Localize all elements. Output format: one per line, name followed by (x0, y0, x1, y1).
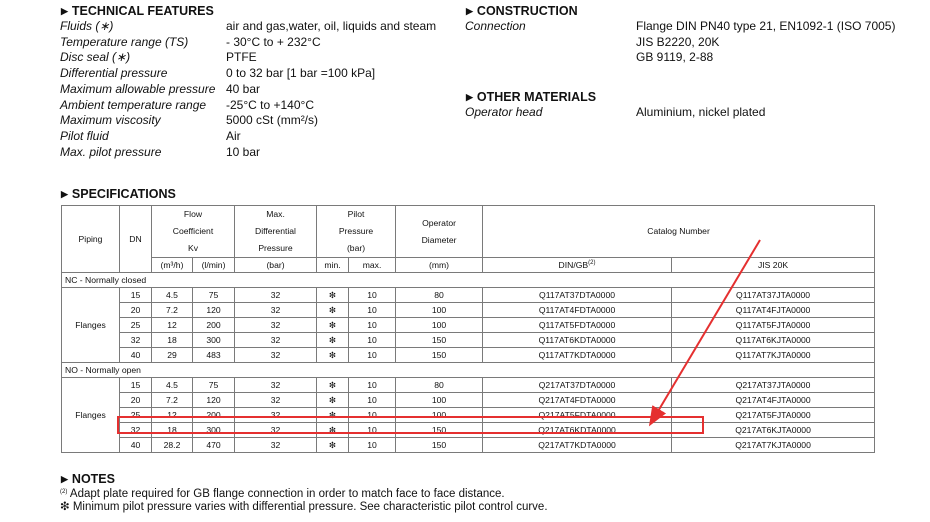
technical-feature-value: PTFE (226, 50, 257, 65)
catalog-jis-cell: Q217AT5FJTA0000 (672, 408, 875, 423)
flow-lmin-cell: 483 (193, 348, 235, 363)
technical-feature-value: -25°C to +140°C (226, 97, 314, 112)
operator-diameter-cell: 150 (396, 423, 483, 438)
catalog-jis-cell: Q117AT5FJTA0000 (672, 318, 875, 333)
flow-lmin-cell: 200 (193, 318, 235, 333)
flow-lmin-cell: 300 (193, 423, 235, 438)
asterisk-icon: ❇ (60, 501, 70, 513)
flow-m3h-cell: 18 (152, 423, 193, 438)
unit-jis: JIS 20K (672, 258, 875, 273)
construction-title: ▶ CONSTRUCTION (466, 4, 578, 18)
catalog-jis-cell: Q217AT7KJTA0000 (672, 438, 875, 453)
catalog-din-gb-cell: Q117AT4FDTA0000 (483, 303, 672, 318)
unit-bar: (bar) (235, 258, 317, 273)
technical-features-title: ▶ TECHNICAL FEATURES (61, 4, 214, 18)
pilot-min-cell: ❇ (317, 288, 349, 303)
technical-feature-value: 10 bar (226, 144, 261, 159)
operator-diameter-cell: 80 (396, 378, 483, 393)
triangle-right-icon: ▶ (61, 189, 68, 199)
dn-cell: 25 (120, 408, 152, 423)
flow-m3h-cell: 28.2 (152, 438, 193, 453)
catalog-jis-cell: Q117AT6KJTA0000 (672, 333, 875, 348)
technical-feature-value: 0 to 32 bar [1 bar =100 kPa] (226, 66, 376, 81)
flow-lmin-cell: 75 (193, 288, 235, 303)
unit-din-gb: DIN/GB$^{(2)}$ (483, 258, 672, 273)
max-diff-pressure-cell: 32 (235, 393, 317, 408)
catalog-din-gb-cell: Q217AT4FDTA0000 (483, 393, 672, 408)
operator-diameter-cell: 100 (396, 393, 483, 408)
header-operator-diameter: Operator Diameter (396, 206, 483, 258)
flow-lmin-cell: 120 (193, 393, 235, 408)
pilot-min-cell: ❇ (317, 378, 349, 393)
note-item (60, 501, 548, 514)
technical-feature-label: Ambient temperature range (60, 97, 207, 112)
flow-m3h-cell: 12 (152, 318, 193, 333)
catalog-din-gb-cell: Q217AT37DTA0000 (483, 378, 672, 393)
flow-m3h-cell: 7.2 (152, 393, 193, 408)
operator-diameter-cell: 150 (396, 348, 483, 363)
piping-cell: Flanges (62, 378, 120, 453)
piping-cell: Flanges (62, 288, 120, 363)
header-max-differential: Max. Differential Pressure (235, 206, 317, 258)
technical-feature-value: - 30°C to + 232°C (226, 34, 321, 49)
flow-lmin-cell: 300 (193, 333, 235, 348)
pilot-max-cell: 10 (349, 348, 396, 363)
catalog-jis-cell: Q217AT4FJTA0000 (672, 393, 875, 408)
max-diff-pressure-cell: 32 (235, 288, 317, 303)
unit-min: min. (317, 258, 349, 273)
pilot-min-cell: ❇ (317, 303, 349, 318)
catalog-jis-cell: Q217AT6KJTA0000 (672, 423, 875, 438)
dn-cell: 40 (120, 348, 152, 363)
pilot-max-cell: 10 (349, 318, 396, 333)
header-piping: Piping (62, 206, 120, 273)
unit-mm: (mm) (396, 258, 483, 273)
flow-lmin-cell: 470 (193, 438, 235, 453)
technical-feature-label: Fluids (∗) (60, 19, 114, 33)
technical-feature-label: Pilot fluid (60, 128, 109, 143)
max-diff-pressure-cell: 32 (235, 303, 317, 318)
catalog-din-gb-cell: Q117AT37DTA0000 (483, 288, 672, 303)
triangle-right-icon: ▶ (466, 92, 473, 102)
technical-feature-label: Temperature range (TS) (60, 34, 189, 49)
note-text: Minimum pilot pressure varies with differential pressure. See characteristic pilot control curve. (72, 501, 548, 513)
flow-m3h-cell: 4.5 (152, 378, 193, 393)
catalog-jis-cell: Q117AT7KJTA0000 (672, 348, 875, 363)
operator-diameter-cell: 150 (396, 333, 483, 348)
catalog-jis-cell: Q117AT4FJTA0000 (672, 303, 875, 318)
header-pilot-pressure: Pilot Pressure (bar) (317, 206, 396, 258)
dn-cell: 15 (120, 378, 152, 393)
technical-feature-value: 5000 cSt (mm²/s) (226, 113, 319, 128)
flow-lmin-cell: 120 (193, 303, 235, 318)
technical-feature-label: Disc seal (∗) (60, 50, 131, 65)
pilot-min-cell: ❇ (317, 318, 349, 333)
pilot-max-cell: 10 (349, 393, 396, 408)
pilot-min-cell: ❇ (317, 408, 349, 423)
triangle-right-icon: ▶ (466, 6, 473, 16)
dn-cell: 25 (120, 318, 152, 333)
operator-diameter-cell: 100 (396, 318, 483, 333)
specifications-title: ▶ SPECIFICATIONS (61, 187, 176, 201)
max-diff-pressure-cell: 32 (235, 318, 317, 333)
unit-max: max. (349, 258, 396, 273)
unit-lmin: (l/min) (193, 258, 235, 273)
max-diff-pressure-cell: 32 (235, 438, 317, 453)
technical-feature-value: 40 bar (226, 81, 261, 96)
notes-title: ▶ NOTES (61, 472, 115, 486)
catalog-jis-cell: Q117AT37JTA0000 (672, 288, 875, 303)
flow-m3h-cell: 4.5 (152, 288, 193, 303)
flow-lmin-cell: 75 (193, 378, 235, 393)
pilot-min-cell: ❇ (317, 423, 349, 438)
catalog-din-gb-cell: Q117AT5FDTA0000 (483, 318, 672, 333)
header-catalog-number: Catalog Number (483, 206, 875, 258)
technical-feature-label: Maximum allowable pressure (60, 81, 216, 96)
note-ref-2: (2) (588, 259, 596, 266)
construction-value: JIS B2220, 20K (636, 34, 720, 49)
pilot-max-cell: 10 (349, 333, 396, 348)
flow-m3h-cell: 12 (152, 408, 193, 423)
flow-m3h-cell: 29 (152, 348, 193, 363)
max-diff-pressure-cell: 32 (235, 408, 317, 423)
operator-head-value: Aluminium, nickel plated (636, 105, 766, 119)
catalog-din-gb-cell: Q117AT6KDTA0000 (483, 333, 672, 348)
operator-diameter-cell: 100 (396, 303, 483, 318)
dn-cell: 15 (120, 288, 152, 303)
pilot-max-cell: 10 (349, 438, 396, 453)
catalog-jis-cell: Q217AT37JTA0000 (672, 378, 875, 393)
unit-m3h: (m³/h) (152, 258, 193, 273)
flow-lmin-cell: 200 (193, 408, 235, 423)
pilot-max-cell: 10 (349, 288, 396, 303)
other-materials-title: ▶ OTHER MATERIALS (466, 90, 597, 104)
operator-diameter-cell: 80 (396, 288, 483, 303)
max-diff-pressure-cell: 32 (235, 333, 317, 348)
max-diff-pressure-cell: 32 (235, 378, 317, 393)
arrow-line (651, 240, 760, 423)
triangle-right-icon: ▶ (61, 474, 68, 484)
flow-m3h-cell: 18 (152, 333, 193, 348)
group-label: NC - Normally closed (62, 273, 875, 288)
operator-diameter-cell: 100 (396, 408, 483, 423)
pilot-max-cell: 10 (349, 423, 396, 438)
note-mark: (2) (60, 489, 68, 495)
max-diff-pressure-cell: 32 (235, 423, 317, 438)
operator-diameter-cell: 150 (396, 438, 483, 453)
technical-feature-value: Air (226, 128, 241, 143)
catalog-din-gb-cell: Q217AT5FDTA0000 (483, 408, 672, 423)
pilot-min-cell: ❇ (317, 348, 349, 363)
dn-cell: 32 (120, 423, 152, 438)
group-label: NO - Normally open (62, 363, 875, 378)
header-dn: DN (120, 206, 152, 273)
construction-value: Flange DIN PN40 type 21, EN1092-1 (ISO 7005) (636, 19, 896, 33)
note-text: Adapt plate required for GB flange connection in order to match face to face distance. (69, 488, 505, 500)
technical-feature-label: Differential pressure (60, 66, 168, 81)
catalog-din-gb-cell: Q217AT7KDTA0000 (483, 438, 672, 453)
max-diff-pressure-cell: 32 (235, 348, 317, 363)
pilot-min-cell: ❇ (317, 333, 349, 348)
notes-list (60, 488, 548, 514)
pilot-min-cell: ❇ (317, 393, 349, 408)
dn-cell: 32 (120, 333, 152, 348)
dn-cell: 20 (120, 393, 152, 408)
catalog-din-gb-cell: Q217AT6KDTA0000 (483, 423, 672, 438)
triangle-right-icon: ▶ (61, 6, 68, 16)
technical-feature-label: Maximum viscosity (60, 113, 161, 128)
header-flow: Flow Coefficient Kv (152, 206, 235, 258)
pilot-min-cell: ❇ (317, 438, 349, 453)
technical-feature-value: air and gas,water, oil, liquids and steam (226, 19, 437, 33)
operator-head-label: Operator head (465, 105, 543, 119)
pilot-max-cell: 10 (349, 303, 396, 318)
pilot-max-cell: 10 (349, 378, 396, 393)
construction-label: Connection (465, 19, 526, 33)
pilot-max-cell: 10 (349, 408, 396, 423)
dn-cell: 40 (120, 438, 152, 453)
catalog-din-gb-cell: Q117AT7KDTA0000 (483, 348, 672, 363)
flow-m3h-cell: 7.2 (152, 303, 193, 318)
technical-feature-label: Max. pilot pressure (60, 144, 162, 159)
dn-cell: 20 (120, 303, 152, 318)
note-item (60, 488, 548, 501)
construction-value: GB 9119, 2-88 (636, 50, 714, 65)
